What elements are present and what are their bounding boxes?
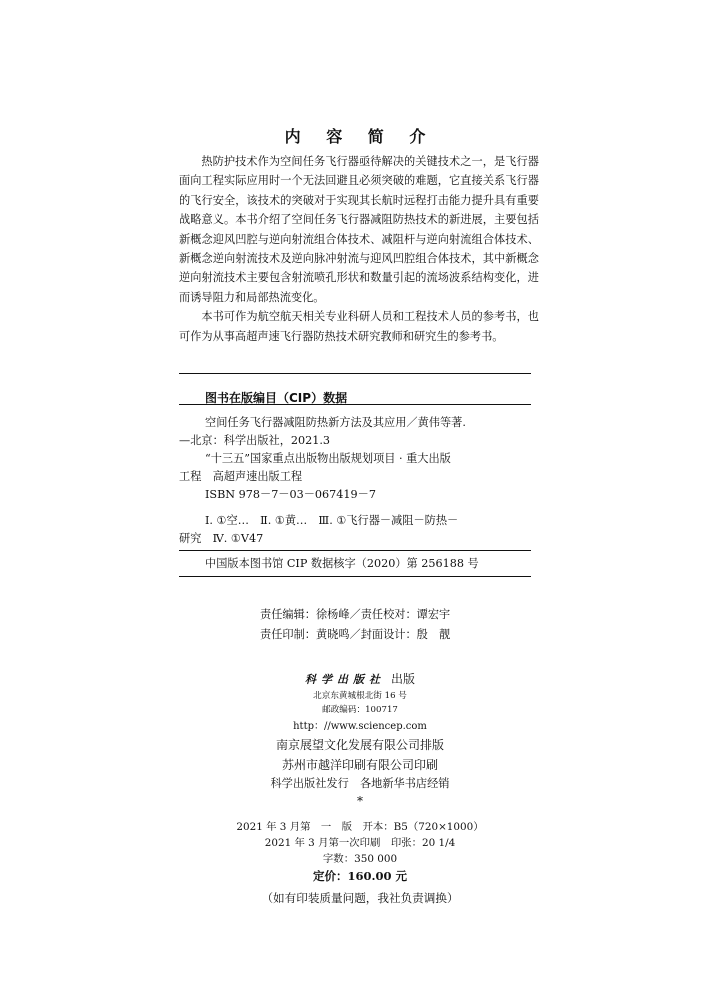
cip-top-rule [179, 373, 531, 374]
cip-line-classification-cont: 研究 Ⅳ. ①V47 [179, 532, 264, 545]
publisher-address: 北京东黄城根北街 16 号 [313, 691, 407, 701]
summary-body [179, 152, 539, 346]
cip-line-series-cont: 工程 高超声速出版工程 [179, 470, 303, 483]
cip-heading: 图书在版编目（CIP）数据 [205, 391, 348, 405]
cip-line-publisher: —北京：科学出版社，2021.3 [179, 434, 331, 447]
cip-line-series: “十三五”国家重点出版物出版规划项目 · 重大出版 [205, 452, 451, 465]
publisher-logo: 科学出版社 [304, 673, 385, 686]
print-line: 苏州市越洋印刷有限公司印刷 [281, 758, 438, 772]
summary-paragraph-1: 热防护技术作为空间任务飞行器亟待解决的关键技术之一，是飞行器面向工程实际应用时一个无法回避且必须突破的难题，它直接关系飞行器的飞行安全，该技术的突破对于实现其长航时远程打击能力提升具有重要战略意义。本书介绍了空间任务飞行器减阻防热技术的新进展，主要包括新概念迎风凹腔与逆向射流组合体技术、减阻杆与逆向射流组合体技术、新概念逆向射流技术及逆向脉冲射流与迎风凹腔组合体技术，其中新概念逆向射流技术主要包含射流喷孔形状和数量引起的流场波系结构变化，进而诱导阻力和局部热流变化。 [179, 155, 539, 304]
edition-line-2: 2021 年 3 月第一次印刷 印张：20 1/4 [264, 837, 456, 849]
summary-title: 内 容 简 介 [284, 127, 436, 146]
cip-record: 中国版本图书馆 CIP 数据核字（2020）第 256188 号 [205, 557, 479, 570]
staff-line-1: 责任编辑：徐杨峰／责任校对：谭宏宇 [260, 608, 451, 621]
publisher-url: http：//www.sciencep.com [293, 721, 427, 732]
cip-line-isbn: ISBN 978－7－03－067419－7 [205, 488, 376, 501]
cip-line-title: 空间任务飞行器减阻防热新方法及其应用／黄伟等著. [205, 416, 466, 429]
typeset-line: 南京展望文化发展有限公司排版 [275, 738, 444, 752]
publisher-postcode: 邮政编码：100717 [322, 705, 398, 715]
edition-line-1: 2021 年 3 月第 一 版 开本：B5（720×1000） [236, 821, 484, 833]
quality-note: （如有印装质量问题，我社负责调换） [261, 891, 459, 905]
cip-heading-rule [179, 404, 531, 405]
staff-line-2: 责任印制：黄晓鸣／封面设计：殷 靓 [260, 628, 451, 641]
cip-bottom-rule [179, 576, 531, 577]
publisher-line [0, 670, 720, 687]
separator-star: * [357, 794, 363, 808]
price: 定价：160.00 元 [312, 869, 407, 883]
distribution-line: 科学出版社发行 各地新华书店经销 [270, 777, 450, 790]
cip-mid-rule [179, 550, 531, 551]
cip-line-classification: Ⅰ. ①空… Ⅱ. ①黄… Ⅲ. ①飞行器－减阻－防热－ [205, 514, 459, 527]
word-count: 字数：350 000 [322, 853, 398, 865]
summary-paragraph-2: 本书可作为航空航天相关专业科研人员和工程技术人员的参考书，也可作为从事高超声速飞行器防热技术研究教师和研究生的参考书。 [179, 310, 539, 343]
publisher-action: 出版 [390, 672, 415, 686]
